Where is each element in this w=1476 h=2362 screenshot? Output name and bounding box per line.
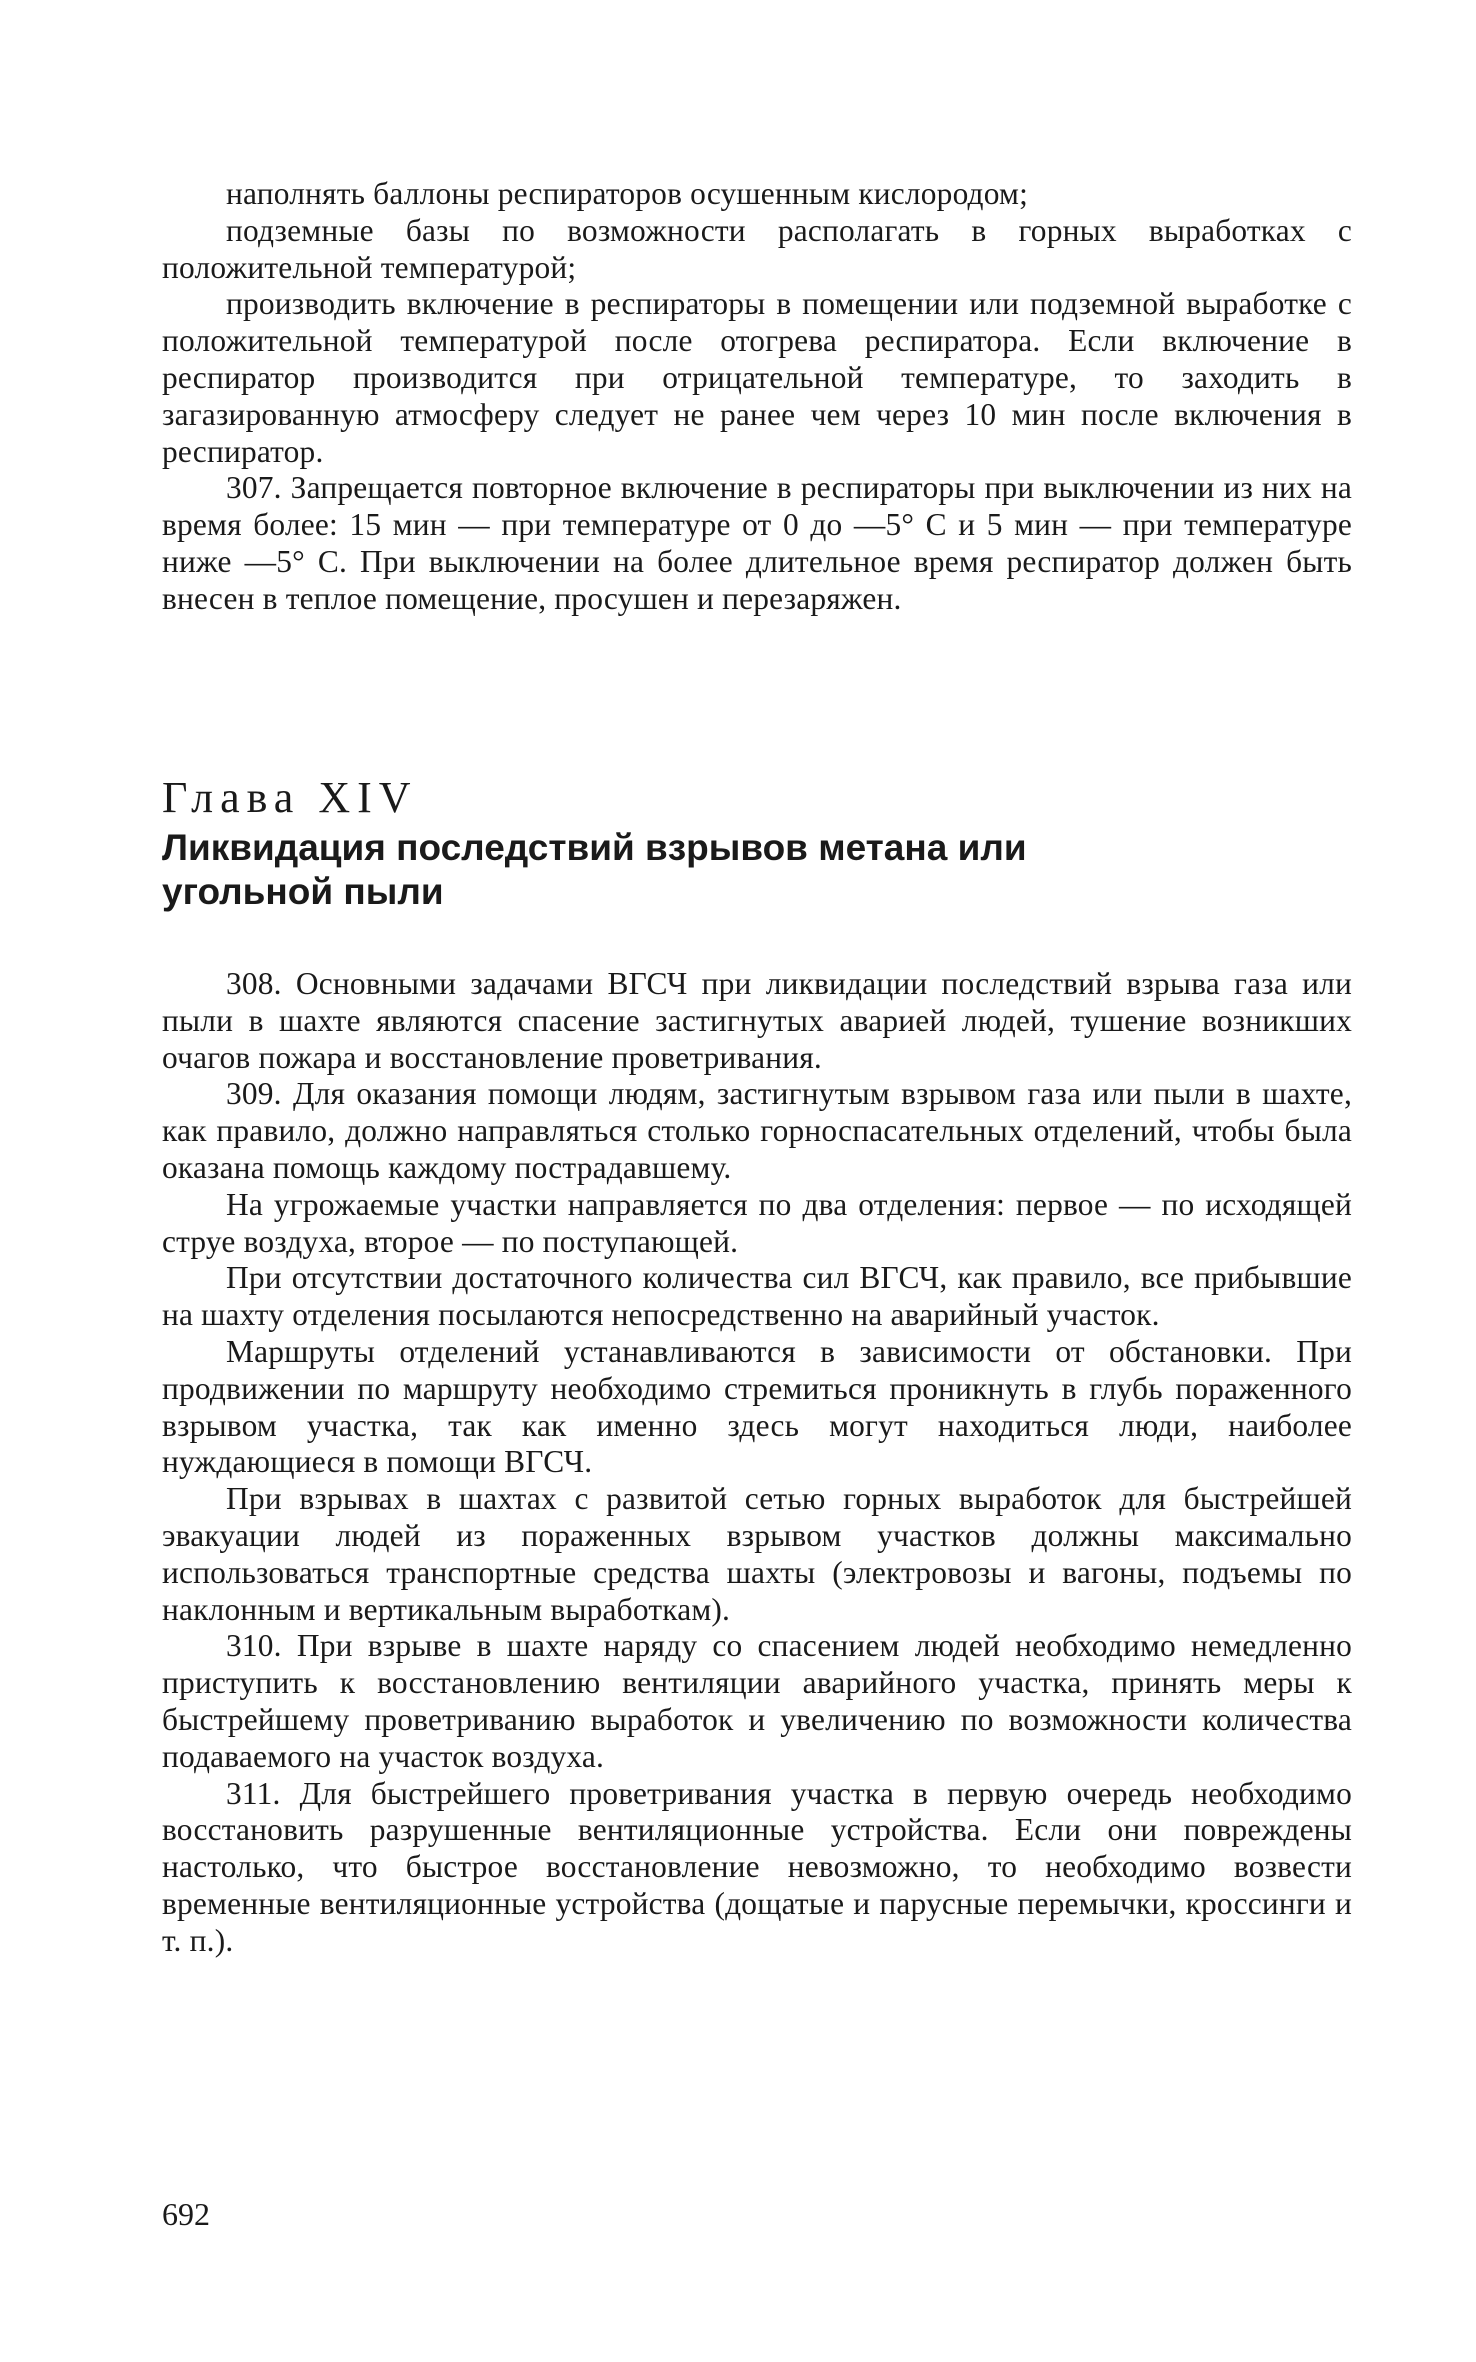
paragraph-evacuation-transport: При взрывах в шахтах с развитой сетью горных выработок для быстрейшей эвакуации людей из пораженных взрывом участков должны максимально использоваться транспортные средства шахты (электровозы и вагоны, подъемы по наклонным и вертикальным выработкам).: [162, 1481, 1352, 1627]
chapter-label: Глава XIV: [162, 773, 418, 822]
paragraph-309: 309. Для оказания помощи людям, застигнутым взрывом газа или пыли в шахте, как правило, должно направляться столько горноспасательных отделений, чтобы была оказана помощь каждому пострадавшему.: [162, 1076, 1352, 1185]
paragraph-threatened-sections: На угрожаемые участки направляется по два отделения: первое — по исходящей струе воздуха, второе — по поступающей.: [162, 1186, 1352, 1259]
chapter-title: Ликвидация последствий взрывов метана или угольной пыли: [162, 827, 1027, 912]
paragraph-insufficient-forces: При отсутствии достаточного количества сил ВГСЧ, как правило, все прибывшие на шахту отделения посылаются непосредственно на аварийный участок.: [162, 1260, 1352, 1333]
paragraph-oxygen-cylinders: наполнять баллоны респираторов осушенным кислородом;: [226, 176, 1029, 211]
paragraph-311: 311. Для быстрейшего проветривания участка в первую очередь необходимо восстановить разрушенные вентиляционные устройства. Если они повреждены настолько, что быстрое восстановление невозможно, то необходимо возвести временные вентиляционные устройства (дощатые и парусные перемычки, кроссинги и т. п.).: [162, 1775, 1352, 1958]
page-number: 692: [162, 2196, 210, 2232]
top-text-block: [162, 176, 1352, 618]
paragraph-308: 308. Основными задачами ВГСЧ при ликвидации последствий взрыва газа или пыли в шахте являются спасение застигнутых аварией людей, тушение возникших очагов пожара и восстановление проветривания.: [162, 966, 1352, 1075]
paragraph-310: 310. При взрыве в шахте наряду со спасением людей необходимо немедленно приступить к восстановлению вентиляции аварийного участка, принять меры к быстрейшему проветриванию выработок и увеличению по возможности количества подаваемого на участок воздуха.: [162, 1628, 1352, 1774]
paragraph-respirator-activation: производить включение в респираторы в помещении или подземной выработке с положительной температурой после отогрева респиратора. Если включение в респиратор производится при отрицательной температуре, то заходить в загазированную атмосферу следует не ранее чем через 10 мин после включения в респиратор.: [162, 286, 1352, 469]
paragraph-307: 307. Запрещается повторное включение в респираторы при выключении из них на время более: 15 мин — при температуре от 0 до —5° С и 5 мин — при температуре ниже —5° С. При выключении на более длительное время респиратор должен быть внесен в теплое помещение, просушен и перезаряжен.: [162, 470, 1352, 616]
paragraph-underground-bases: подземные базы по возможности располагать в горных выработках с положительной температурой;: [162, 212, 1352, 285]
chapter-body: [162, 966, 1352, 1960]
paragraph-routes: Маршруты отделений устанавливаются в зависимости от обстановки. При продвижении по маршруту необходимо стремиться проникнуть в глубь пораженного взрывом участка, так как именно здесь могут находиться люди, наиболее нуждающиеся в помощи ВГСЧ.: [162, 1333, 1352, 1480]
